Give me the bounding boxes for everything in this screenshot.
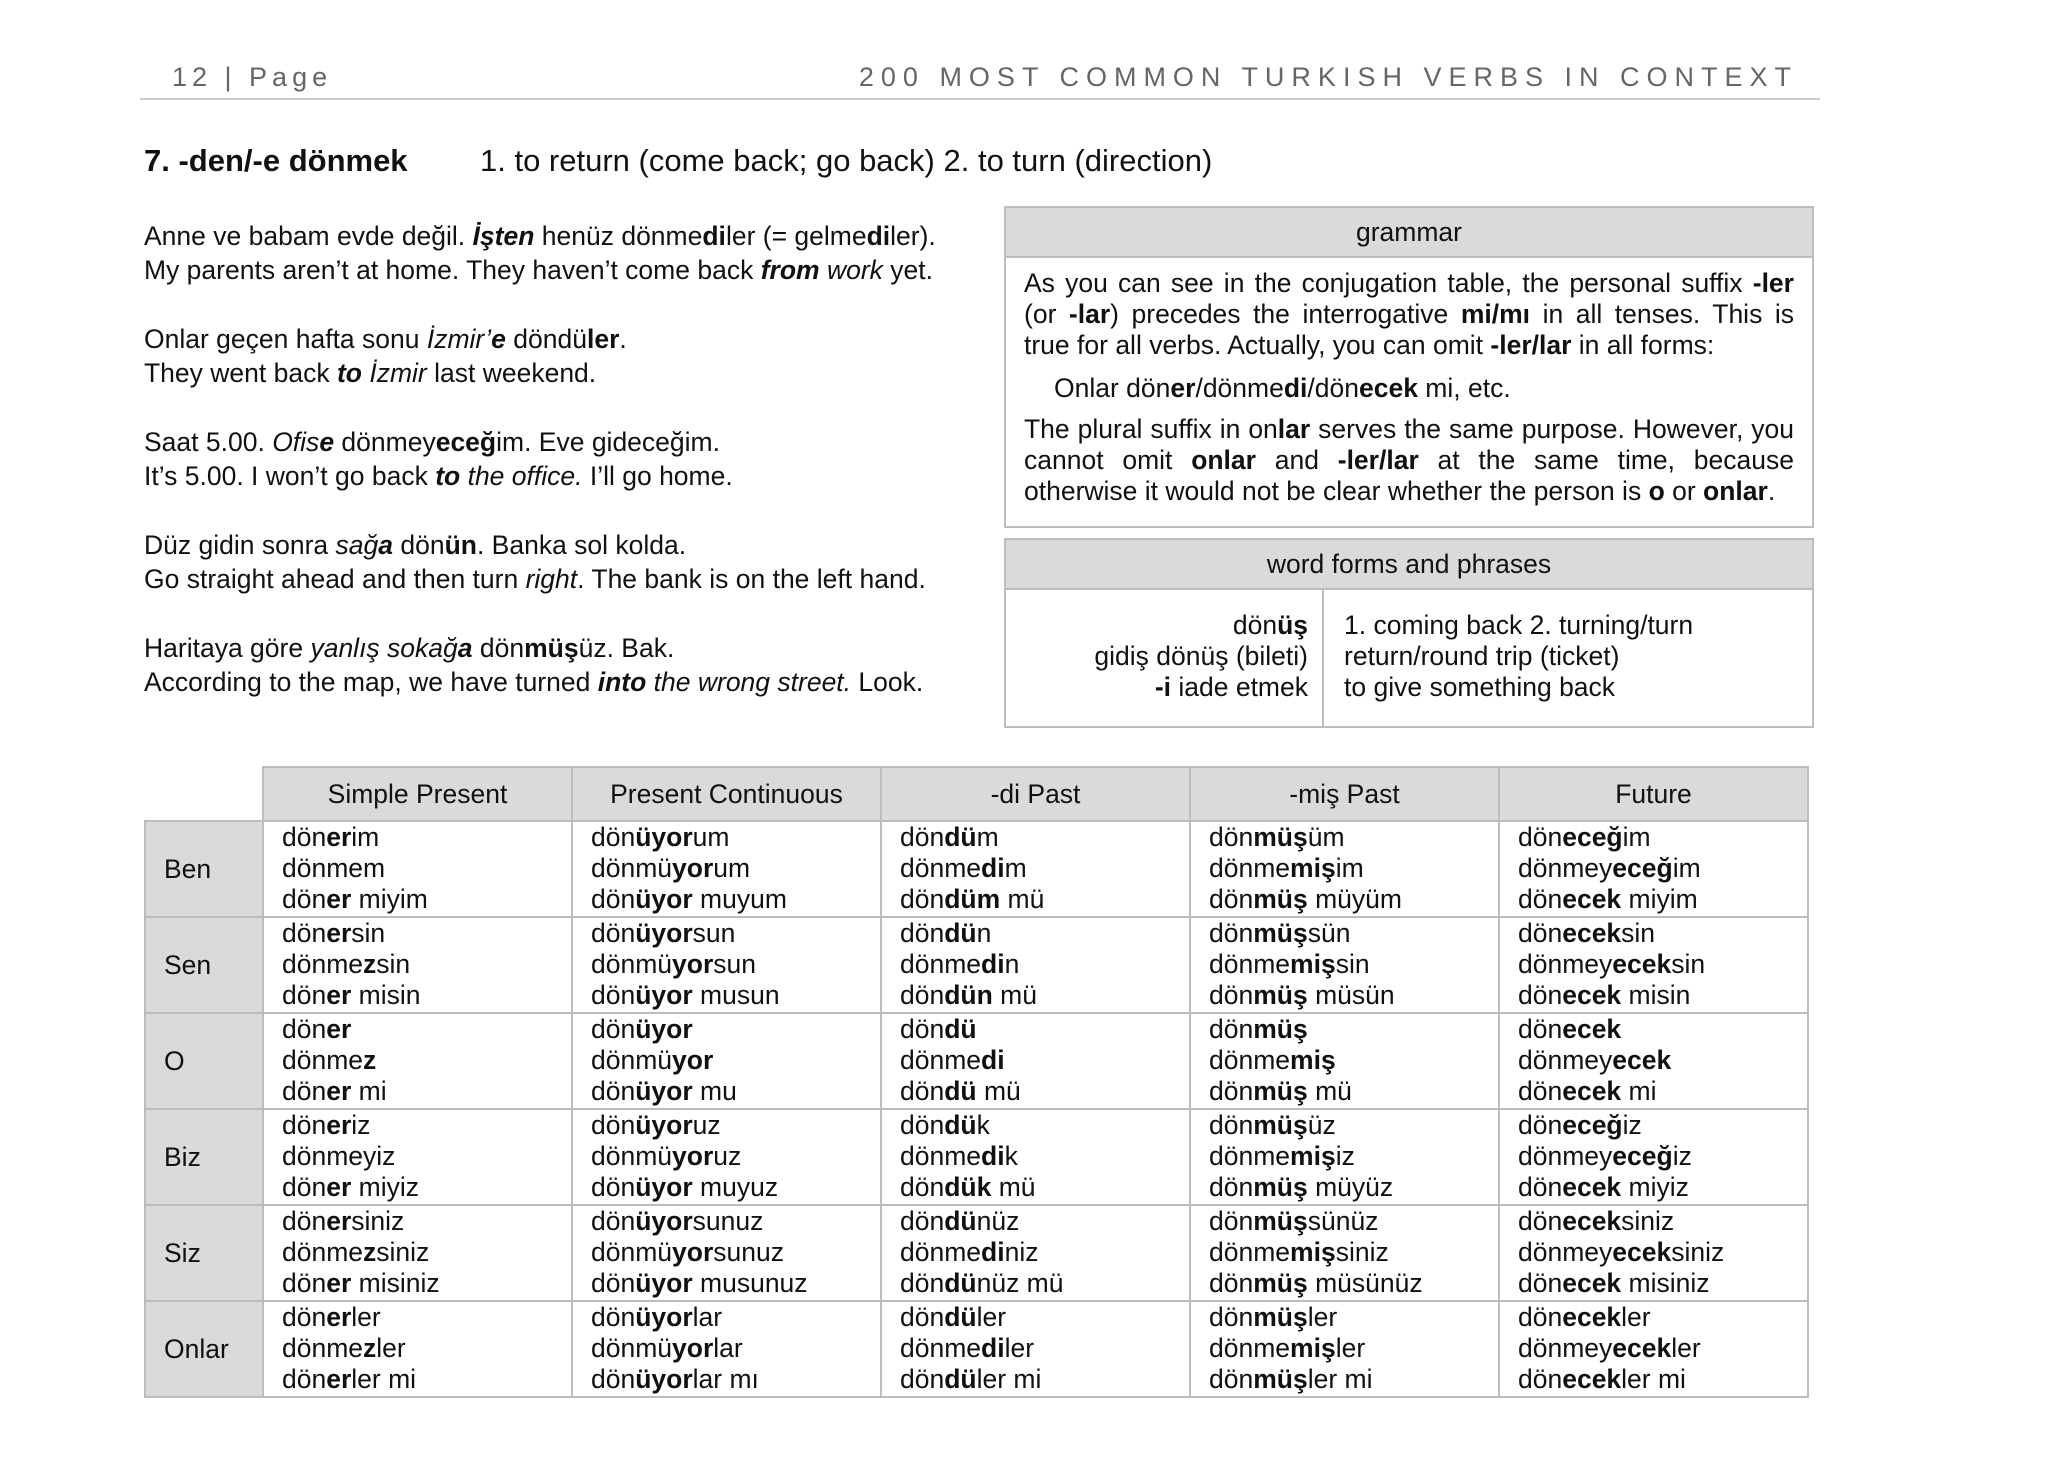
- conjugated-form: dönmeyecekler: [1518, 1333, 1701, 1363]
- conjugated-form: dönmüş müyüm: [1209, 884, 1402, 914]
- header-present-continuous: Present Continuous: [572, 767, 881, 821]
- verb-entry-title: 7. -den/-e dönmek: [144, 143, 408, 178]
- conjugation-cell: [263, 1109, 572, 1205]
- conjugation-cell: [1499, 1109, 1808, 1205]
- conjugated-form: dönersiniz: [282, 1206, 405, 1236]
- example-sentences: [144, 219, 974, 734]
- conjugation-cell: [263, 1205, 572, 1301]
- word-forms-terms: [1006, 590, 1324, 726]
- word-form-term: gidiş dönüş (bileti): [1094, 641, 1308, 671]
- header-corner: [145, 767, 263, 821]
- conjugated-form: dönersin: [282, 918, 386, 948]
- conjugation-cell: [881, 1301, 1190, 1397]
- conjugation-cell: [881, 1013, 1190, 1109]
- conjugation-table: [144, 766, 1809, 1398]
- conjugated-form: döneceğim: [1518, 822, 1651, 852]
- example-turkish: Haritaya göre yanlış sokağa dönmüşüz. Bak.: [144, 633, 675, 663]
- conjugated-form: döner: [282, 1014, 352, 1044]
- conjugation-row: [145, 1013, 1808, 1109]
- conjugated-form: dönecek miyim: [1518, 884, 1698, 914]
- conjugated-form: dönmüş müsünüz: [1209, 1268, 1423, 1298]
- header-mis-past: -miş Past: [1190, 767, 1499, 821]
- verb-entry-meaning: 1. to return (come back; go back) 2. to turn (direction): [480, 143, 1213, 178]
- conjugated-form: dönmemiş: [1209, 1045, 1336, 1075]
- conjugated-form: döndüm: [900, 822, 999, 852]
- conjugated-form: dönmedik: [900, 1141, 1018, 1171]
- grammar-box: [1004, 206, 1814, 528]
- conjugated-form: dönmeyeceğim: [1518, 853, 1701, 883]
- conjugated-form: döner misiniz: [282, 1268, 440, 1298]
- conjugated-form: dönmediniz: [900, 1237, 1039, 1267]
- conjugated-form: döneceğiz: [1518, 1110, 1642, 1140]
- conjugated-form: dönmedin: [900, 949, 1020, 979]
- example-pair: [144, 528, 974, 596]
- conjugated-form: dönmemişsiniz: [1209, 1237, 1389, 1267]
- conjugation-row: [145, 1109, 1808, 1205]
- conjugated-form: dönmüşüz: [1209, 1110, 1336, 1140]
- conjugated-form: dönmeyeceğiz: [1518, 1141, 1692, 1171]
- conjugated-form: dönmüş müyüz: [1209, 1172, 1394, 1202]
- conjugated-form: dönecek misiniz: [1518, 1268, 1710, 1298]
- conjugated-form: döndüler mi: [900, 1364, 1042, 1394]
- conjugation-cell: [572, 1013, 881, 1109]
- conjugation-cell: [1190, 1109, 1499, 1205]
- conjugation-cell: [263, 1301, 572, 1397]
- example-turkish: Düz gidin sonra sağa dönün. Banka sol kolda.: [144, 530, 687, 560]
- conjugation-cell: [1499, 917, 1808, 1013]
- conjugated-form: döndü mü: [900, 1076, 1021, 1106]
- pronoun-cell: O: [145, 1013, 263, 1109]
- conjugated-form: dönmedi: [900, 1045, 1005, 1075]
- conjugated-form: dönmezsiniz: [282, 1237, 430, 1267]
- conjugation-cell: [881, 1109, 1190, 1205]
- conjugated-form: döndünüz: [900, 1206, 1020, 1236]
- header-di-past: -di Past: [881, 767, 1190, 821]
- conjugated-form: döndün: [900, 918, 992, 948]
- conjugated-form: döneceksin: [1518, 918, 1656, 948]
- conjugated-form: döneceksiniz: [1518, 1206, 1675, 1236]
- conjugated-form: döndünüz mü: [900, 1268, 1064, 1298]
- word-form-meaning: 1. coming back 2. turning/turn: [1344, 610, 1694, 640]
- example-pair: [144, 425, 974, 493]
- conjugated-form: dönerim: [282, 822, 380, 852]
- word-forms-meanings: [1326, 590, 1812, 726]
- conjugated-form: dönecek mi: [1518, 1076, 1657, 1106]
- grammar-example: Onlar döner/dönmedi/dönecek mi, etc.: [1054, 373, 1511, 403]
- conjugation-row: [145, 1301, 1808, 1397]
- conjugated-form: dönmüşler mi: [1209, 1364, 1373, 1394]
- conjugated-form: dönmeyeceksin: [1518, 949, 1706, 979]
- conjugated-form: dönerler: [282, 1302, 381, 1332]
- conjugated-form: dönmeyiz: [282, 1141, 396, 1171]
- conjugated-form: dönmüyoruz: [591, 1141, 742, 1171]
- conjugated-form: dönmemişsin: [1209, 949, 1370, 979]
- conjugated-form: dönüyorlar mı: [591, 1364, 759, 1394]
- conjugated-form: dönmüşsün: [1209, 918, 1351, 948]
- conjugated-form: dönüyorlar: [591, 1302, 723, 1332]
- conjugated-form: dönmedim: [900, 853, 1027, 883]
- conjugation-row: [145, 821, 1808, 917]
- conjugated-form: döndü: [900, 1014, 977, 1044]
- conjugated-form: döneriz: [282, 1110, 371, 1140]
- conjugation-cell: [572, 917, 881, 1013]
- example-english: It’s 5.00. I won’t go back to the office. I’ll go home.: [144, 461, 733, 491]
- conjugated-form: dönüyorum: [591, 822, 730, 852]
- conjugated-form: dönüyor: [591, 1014, 693, 1044]
- conjugation-cell: [1190, 917, 1499, 1013]
- conjugated-form: dönmüyorum: [591, 853, 751, 883]
- pronoun-cell: Sen: [145, 917, 263, 1013]
- word-form-meaning: to give something back: [1344, 672, 1616, 702]
- conjugated-form: dönüyorsun: [591, 918, 736, 948]
- pronoun-cell: Biz: [145, 1109, 263, 1205]
- conjugated-form: dönmüşüm: [1209, 822, 1345, 852]
- conjugation-cell: [263, 917, 572, 1013]
- conjugated-form: dönmezler: [282, 1333, 406, 1363]
- conjugated-form: dönmeyeceksiniz: [1518, 1237, 1725, 1267]
- page-header: [140, 56, 1820, 100]
- conjugated-form: döndüler: [900, 1302, 1007, 1332]
- conjugated-form: dönmüş: [1209, 1014, 1308, 1044]
- grammar-heading: grammar: [1006, 208, 1812, 258]
- conjugation-row: [145, 917, 1808, 1013]
- example-english: According to the map, we have turned into the wrong street. Look.: [144, 667, 924, 697]
- word-forms-box: [1004, 538, 1814, 728]
- header-simple-present: Simple Present: [263, 767, 572, 821]
- conjugation-cell: [1499, 1301, 1808, 1397]
- conjugated-form: dönüyor musunuz: [591, 1268, 808, 1298]
- conjugated-form: döndük mü: [900, 1172, 1036, 1202]
- conjugation-cell: [1499, 821, 1808, 917]
- conjugated-form: dönmemişler: [1209, 1333, 1366, 1363]
- conjugated-form: dönüyor mu: [591, 1076, 737, 1106]
- example-english: My parents aren’t at home. They haven’t come back from work yet.: [144, 255, 933, 285]
- conjugation-cell: [1190, 1205, 1499, 1301]
- conjugation-cell: [572, 1301, 881, 1397]
- conjugated-form: döner misin: [282, 980, 421, 1010]
- conjugation-cell: [1190, 821, 1499, 917]
- conjugated-form: dönecekler mi: [1518, 1364, 1686, 1394]
- conjugation-cell: [572, 1109, 881, 1205]
- example-english: They went back to İzmir last weekend.: [144, 358, 597, 388]
- conjugated-form: dönmez: [282, 1045, 377, 1075]
- conjugated-form: dönüyorsunuz: [591, 1206, 764, 1236]
- conjugated-form: döndük: [900, 1110, 990, 1140]
- conjugation-cell: [881, 821, 1190, 917]
- example-turkish: Onlar geçen hafta sonu İzmir’e döndüler.: [144, 324, 627, 354]
- example-turkish: Anne ve babam evde değil. İşten henüz dönmediler (= gelmediler).: [144, 221, 936, 251]
- conjugated-form: dönecek: [1518, 1014, 1622, 1044]
- conjugated-form: dönmüyor: [591, 1045, 714, 1075]
- conjugation-cell: [881, 917, 1190, 1013]
- conjugation-cell: [1499, 1013, 1808, 1109]
- conjugated-form: dönecekler: [1518, 1302, 1651, 1332]
- conjugation-cell: [1190, 1013, 1499, 1109]
- conjugated-form: döndün mü: [900, 980, 1037, 1010]
- conjugated-form: dönüyor muyum: [591, 884, 787, 914]
- conjugated-form: dönmüyorsunuz: [591, 1237, 784, 1267]
- example-pair: [144, 219, 974, 287]
- pronoun-cell: Siz: [145, 1205, 263, 1301]
- conjugated-form: dönmüyorlar: [591, 1333, 743, 1363]
- conjugated-form: dönecek misin: [1518, 980, 1691, 1010]
- conjugated-form: dönmemişim: [1209, 853, 1364, 883]
- conjugated-form: dönecek miyiz: [1518, 1172, 1689, 1202]
- conjugation-header-row: [145, 767, 1808, 821]
- conjugated-form: dönmem: [282, 853, 386, 883]
- page-number: 12 | Page: [172, 62, 333, 92]
- conjugation-cell: [572, 821, 881, 917]
- conjugated-form: döner mi: [282, 1076, 387, 1106]
- conjugated-form: dönmüşsünüz: [1209, 1206, 1379, 1236]
- example-pair: [144, 322, 974, 390]
- example-turkish: Saat 5.00. Ofise dönmeyeceğim. Eve gideceğim.: [144, 427, 720, 457]
- conjugated-form: dönmüşler: [1209, 1302, 1338, 1332]
- conjugated-form: dönüyoruz: [591, 1110, 721, 1140]
- header-future: Future: [1499, 767, 1808, 821]
- grammar-paragraph: The plural suffix in onlar serves the same purpose. However, you cannot omit onlar and -ler/lar at the same time, because otherwise it would not be clear whether the person is o or onlar.: [1024, 414, 1794, 506]
- conjugated-form: döner miyiz: [282, 1172, 419, 1202]
- word-forms-heading: word forms and phrases: [1006, 540, 1812, 590]
- conjugation-cell: [263, 821, 572, 917]
- conjugated-form: dönmediler: [900, 1333, 1035, 1363]
- conjugated-form: dönerler mi: [282, 1364, 417, 1394]
- conjugated-form: dönmüyorsun: [591, 949, 757, 979]
- conjugated-form: döndüm mü: [900, 884, 1045, 914]
- conjugation-cell: [263, 1013, 572, 1109]
- book-title: 200 MOST COMMON TURKISH VERBS IN CONTEXT: [858, 62, 1798, 92]
- conjugation-cell: [881, 1205, 1190, 1301]
- conjugated-form: dönüyor musun: [591, 980, 780, 1010]
- example-pair: [144, 631, 974, 699]
- conjugated-form: dönüyor muyuz: [591, 1172, 779, 1202]
- conjugation-cell: [1190, 1301, 1499, 1397]
- word-form-term: -i iade etmek: [1154, 672, 1308, 702]
- pronoun-cell: Ben: [145, 821, 263, 917]
- word-form-meaning: return/round trip (ticket): [1344, 641, 1620, 671]
- pronoun-cell: Onlar: [145, 1301, 263, 1397]
- conjugated-form: dönmemişiz: [1209, 1141, 1355, 1171]
- conjugation-cell: [1499, 1205, 1808, 1301]
- grammar-body: [1006, 258, 1812, 507]
- conjugated-form: döner miyim: [282, 884, 428, 914]
- word-form-term: dönüş: [1232, 610, 1308, 640]
- conjugation-cell: [572, 1205, 881, 1301]
- conjugated-form: dönmeyecek: [1518, 1045, 1672, 1075]
- conjugated-form: dönmüş müsün: [1209, 980, 1395, 1010]
- conjugation-row: [145, 1205, 1808, 1301]
- grammar-paragraph: As you can see in the conjugation table, the personal suffix -ler (or -lar) precedes the interrogative mi/mı in all tenses. This is true for all verbs. Actually, you can omit -ler/lar in all forms:: [1024, 268, 1794, 360]
- example-english: Go straight ahead and then turn right. The bank is on the left hand.: [144, 564, 926, 594]
- conjugated-form: dönmüş mü: [1209, 1076, 1352, 1106]
- conjugated-form: dönmezsin: [282, 949, 411, 979]
